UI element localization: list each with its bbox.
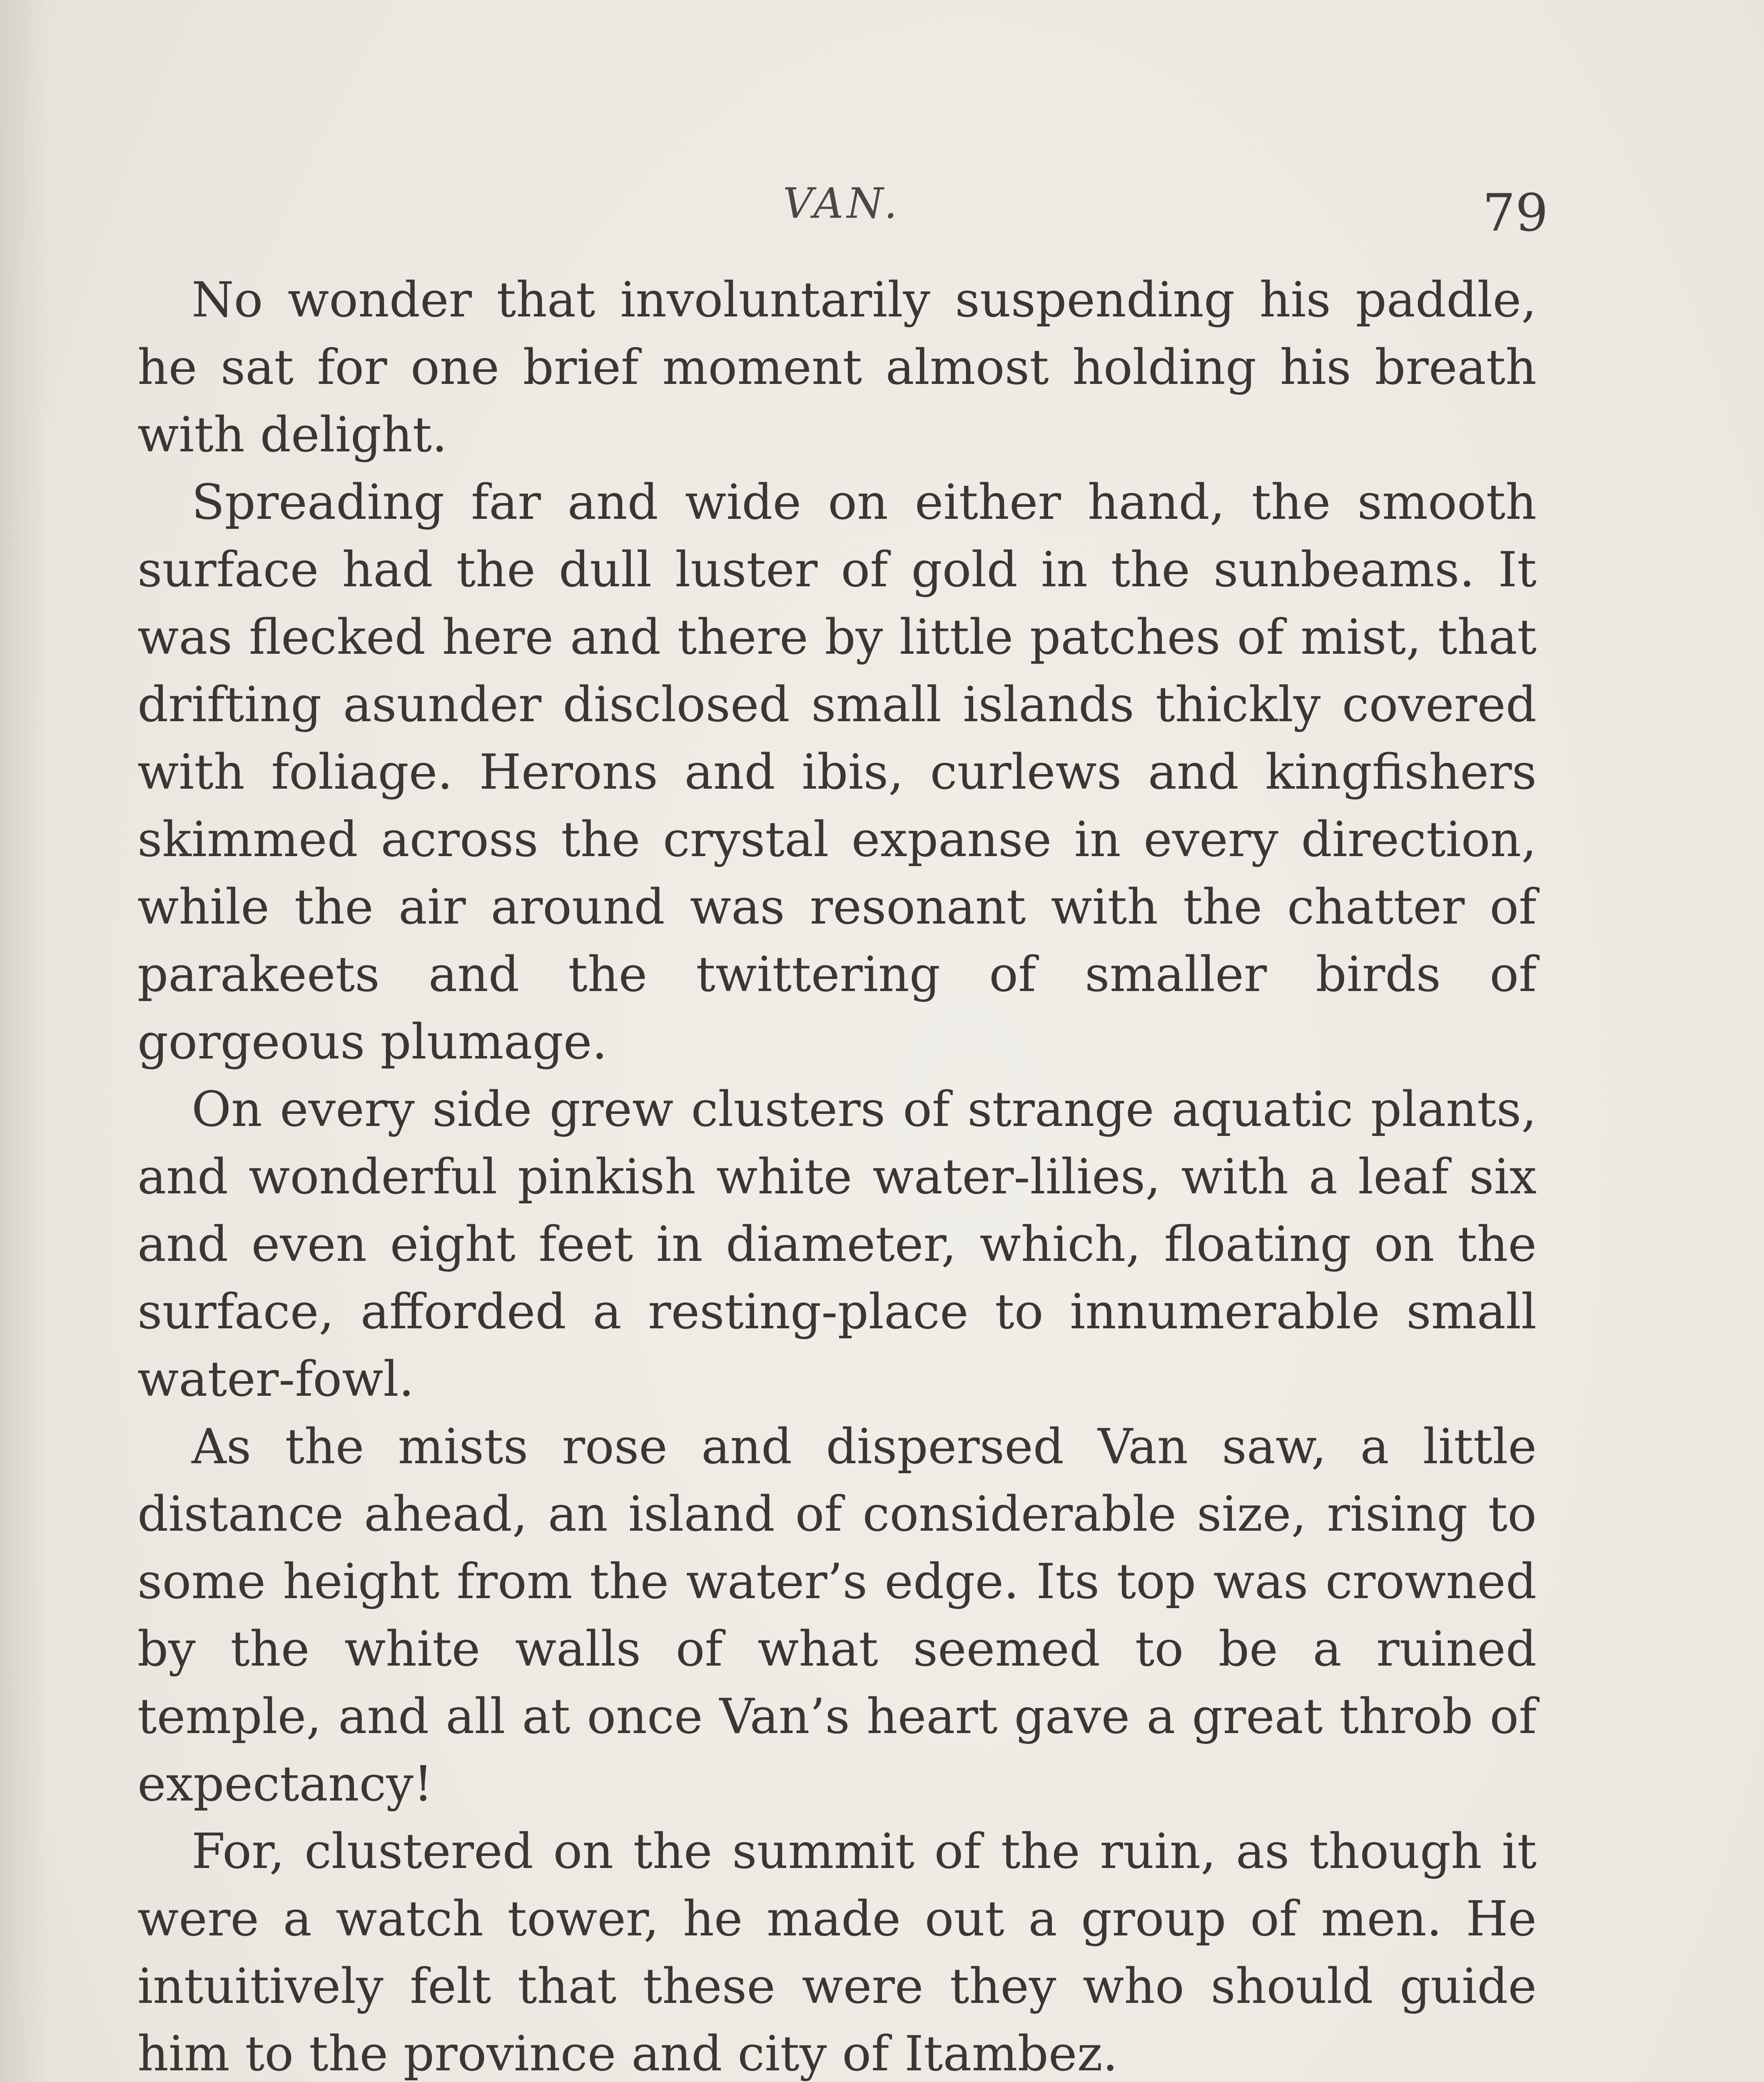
page-number: 79 [1482, 183, 1548, 243]
running-title: VAN. [783, 179, 901, 228]
page-edge-shadow [0, 0, 50, 2082]
body-text [137, 266, 1537, 2082]
paragraph: On every side grew clusters of strange aquatic plants, and wonderful pinkish white water-lilies, with a leaf six and even eight feet in diameter, which, floating on the surface, afforded a resting-place to innumerable small water-fowl. [137, 1081, 1537, 1407]
paragraph: As the mists rose and dispersed Van saw, a little distance ahead, an island of considerable size, rising to some height from the water’s edge. Its top was crowned by the white walls of what seemed to be a ruined temple, and all at once Van’s heart gave a great throb of expectancy! [137, 1419, 1537, 1812]
paragraph: For, clustered on the summit of the ruin, as though it were a watch tower, he made out a group of men. He intuitively felt that these were they who should guide him to the province and city of Itambez. [137, 1823, 1537, 2082]
paragraph: No wonder that involuntarily suspending his paddle, he sat for one brief moment almost holding his breath with delight. [137, 272, 1537, 463]
paragraph: Spreading far and wide on either hand, the smooth surface had the dull luster of gold in the sunbeams. It was flecked here and there by little patches of mist, that drifting asunder disclosed small islands thickly covered with foliage. Herons and ibis, curlews and kingfishers skimmed across the crystal expanse in every direction, while the air around was resonant with the chatter of parakeets and the twittering of smaller birds of gorgeous plumage. [137, 474, 1537, 1070]
